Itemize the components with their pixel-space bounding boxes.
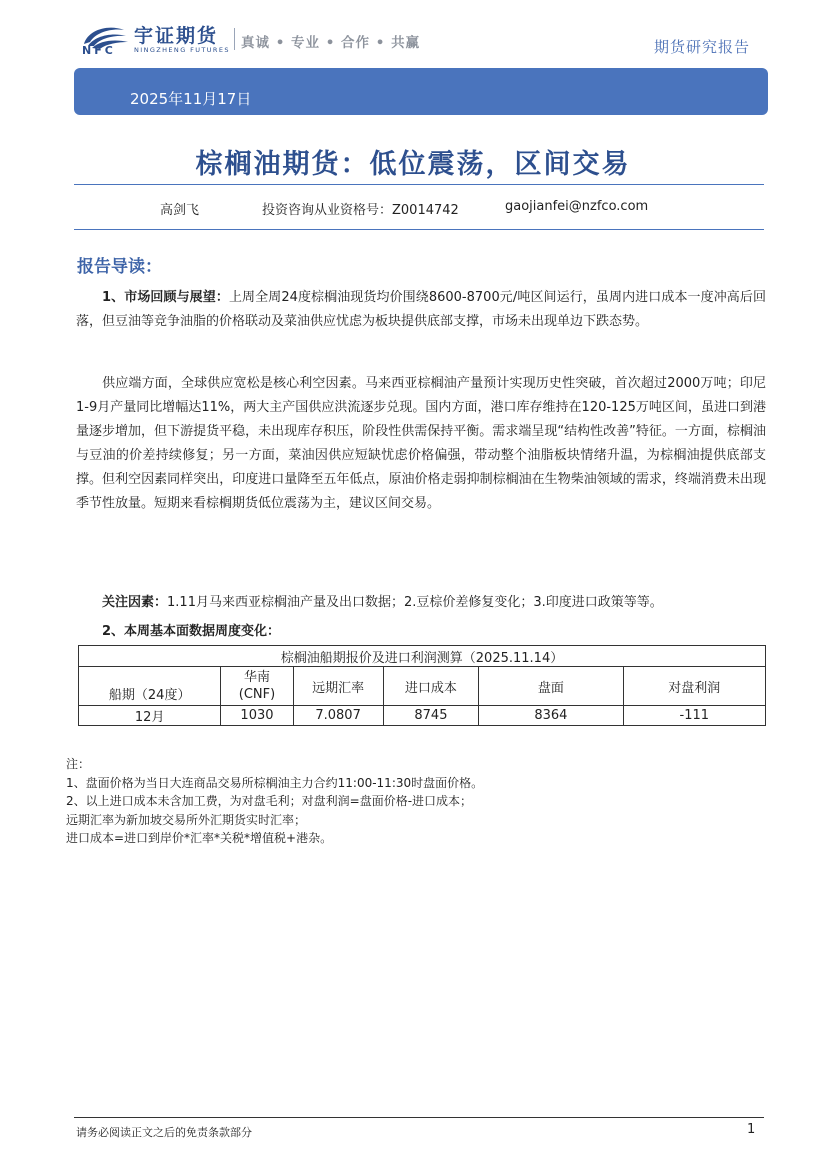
header-profit: 对盘利润	[623, 667, 765, 706]
cell-futures: 8364	[479, 706, 623, 726]
section-title: 报告导读：	[77, 257, 162, 277]
report-type: 期货研究报告	[653, 38, 750, 56]
cell-ship: 12月	[79, 706, 221, 726]
cell-fx: 7.0807	[293, 706, 383, 726]
market-review-lead: 1、市场回顾与展望：	[102, 290, 229, 305]
notes	[66, 755, 483, 848]
cell-import-cost: 8745	[383, 706, 479, 726]
report-date: 2025年11月17日	[130, 90, 252, 108]
header-fx: 远期汇率	[293, 667, 383, 706]
market-review-paragraph	[76, 286, 766, 334]
author-name: 高剑飞	[160, 203, 200, 218]
header-futures: 盘面	[479, 667, 623, 706]
table-section-label: 2、本周基本面数据周度变化：	[102, 624, 281, 639]
note-line: 进口成本=进口到岸价*汇率*关税*增值税+港杂。	[66, 831, 333, 845]
table-caption: 棕榈油船期报价及进口利润测算（2025.11.14）	[79, 646, 766, 667]
note-line: 2、以上进口成本未含加工费，为对盘毛利；对盘利润=盘面价格-进口成本；	[66, 794, 473, 808]
title-rule	[74, 184, 764, 185]
note-line: 远期汇率为新加坡交易所外汇期货实时汇率；	[66, 812, 307, 827]
header-cnf: 华南 (CNF)	[221, 667, 293, 706]
table-section-title	[76, 620, 766, 644]
import-profit-table	[78, 645, 766, 726]
page-number: 1	[747, 1122, 756, 1137]
focus-lead: 关注因素：	[102, 595, 168, 610]
header-divider	[234, 28, 235, 50]
header-ship: 船期（24度）	[79, 667, 221, 706]
author-email: gaojianfei@nzfco.com	[505, 199, 649, 214]
header-import-cost: 进口成本	[383, 667, 479, 706]
supply-demand-body: 供应端方面，全球供应宽松是核心利空因素。马来西亚棕榈油产量预计实现历史性突破，首次超过2000万吨；印尼1-9月产量同比增幅达11%，两大主产国供应洪流逐步兑现。国内方面，港口库存维持在120-125万吨区间，虽进口到港量逐步增加，但下游提货平稳，未出现库存积压，阶段性供需保持平衡。需求端呈现“结构性改善”特征。一方面，棕榈油与豆油的价差持续修复；另一方面，菜油因供应短缺忧虑价格偏强，带动整个油脂板块情绪升温，为棕榈油提供底部支撑。但利空因素同样突出，印度进口量降至五年低点，原油价格走弱抑制棕榈油在生物柴油领域的需求，终端消费未出现季节性放量。短期来看棕榈期货低位震荡为主，建议区间交易。	[76, 376, 766, 511]
company-name-en: NINGZHENG FUTURES	[134, 46, 230, 54]
cell-profit: -111	[623, 706, 765, 726]
focus-body: 1.11月马来西亚棕榈油产量及出口数据；2.豆棕价差修复变化；3.印度进口政策等等。	[167, 595, 663, 610]
footer-rule	[74, 1117, 764, 1118]
note-line: 1、盘面价格为当日大连商品交易所棕榈油主力合约11:00-11:30时盘面价格。	[66, 775, 484, 790]
focus-paragraph	[76, 591, 766, 615]
table-row	[79, 706, 766, 726]
market-review-body: 上周全周24度棕榈油现货均价围绕8600-8700元/吨区间运行，虽周内进口成本一度冲高后回落，但豆油等竞争油脂的价格联动及菜油供应忧虑为板块提供底部支撑，市场未出现单边下跌态势。	[76, 290, 766, 329]
author-license: 投资咨询从业资格号：Z0014742	[262, 203, 459, 218]
author-rule	[74, 229, 764, 230]
footer-disclaimer: 请务必阅读正文之后的免责条款部分	[76, 1126, 252, 1139]
note-line: 注：	[66, 757, 91, 771]
supply-demand-paragraph	[76, 372, 766, 516]
company-slogan: 真诚 • 专业 • 合作 • 共赢	[241, 35, 421, 51]
cell-cnf: 1030	[221, 706, 293, 726]
page-title: 棕榈油期货：低位震荡，区间交易	[195, 149, 631, 180]
company-name: 宇证期货	[134, 25, 219, 47]
logo-letters: NFC	[82, 44, 116, 57]
